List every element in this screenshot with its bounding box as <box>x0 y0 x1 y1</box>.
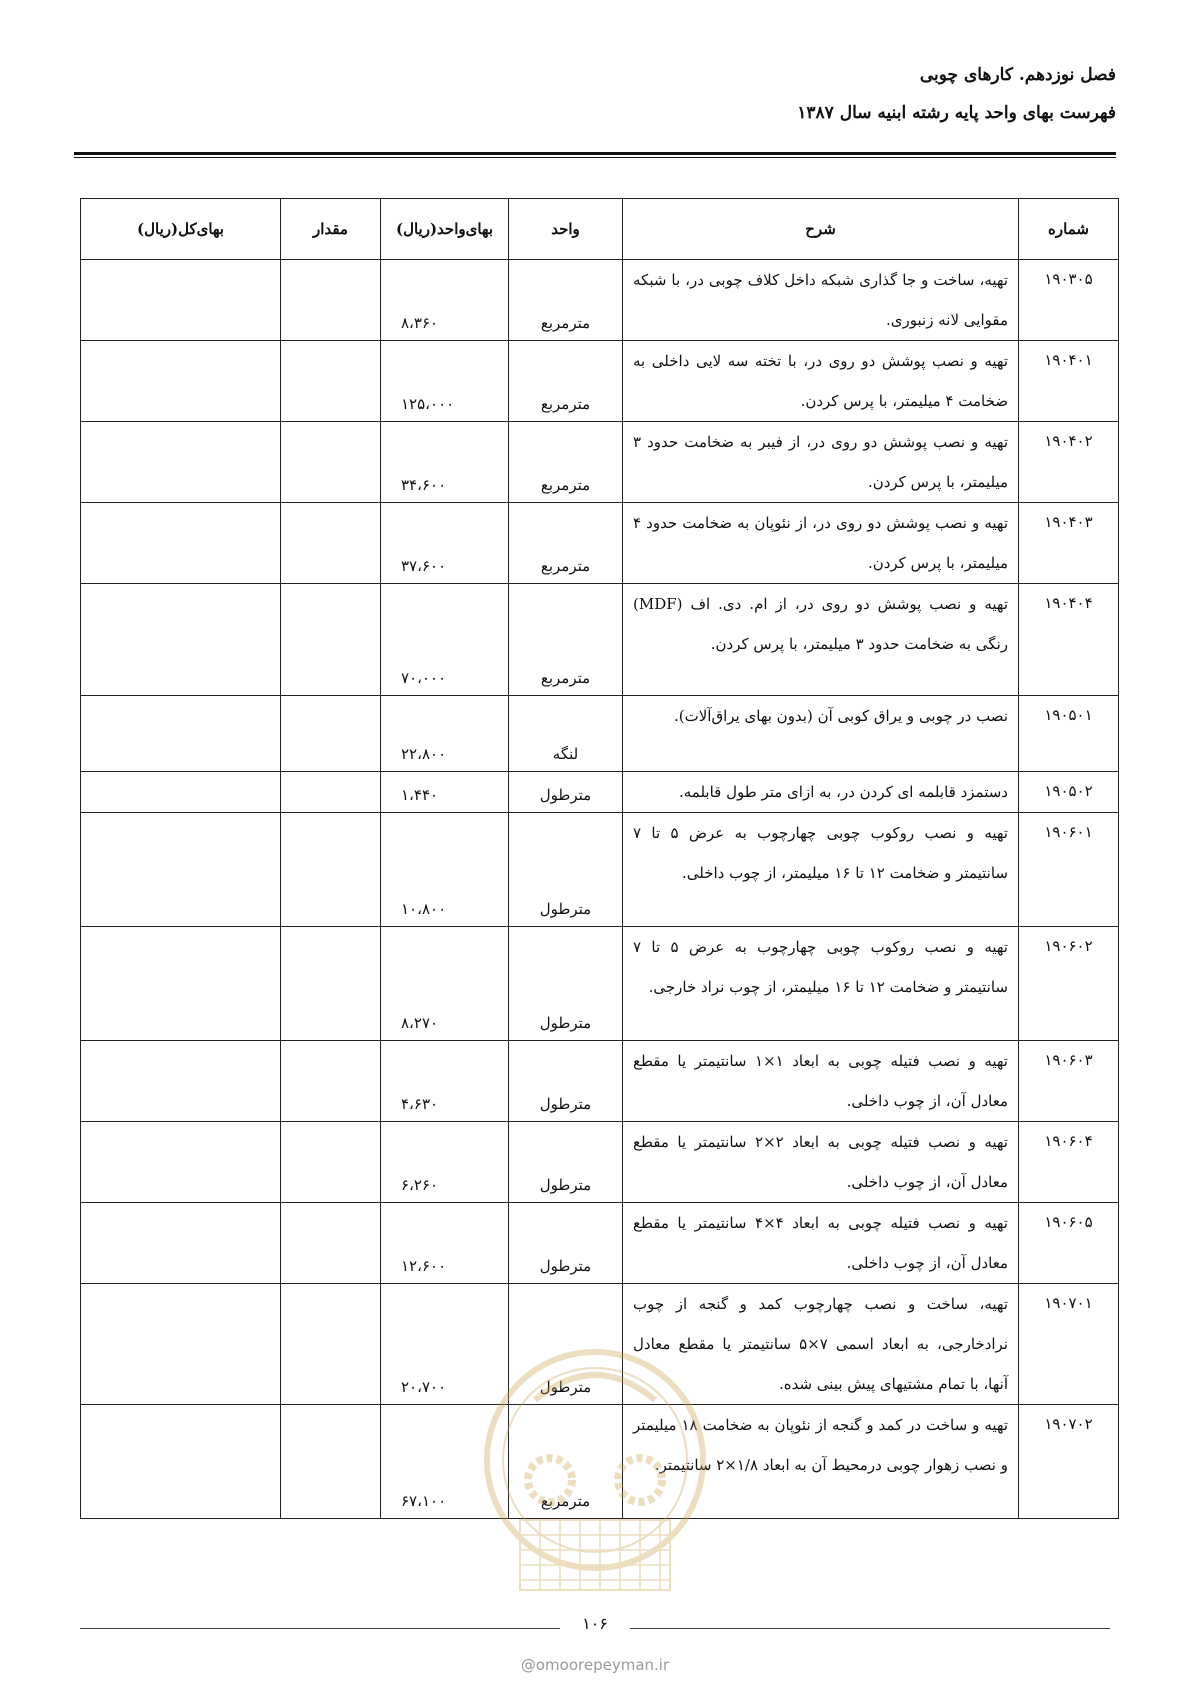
row-unit: مترطول <box>509 1203 623 1284</box>
row-quantity <box>281 1122 381 1203</box>
row-number: ۱۹۰۶۰۳ <box>1019 1041 1119 1122</box>
row-total-price <box>81 422 281 503</box>
row-unit-price: ۲۰،۷۰۰ <box>381 1284 509 1405</box>
row-number: ۱۹۰۶۰۴ <box>1019 1122 1119 1203</box>
table-header-row <box>81 199 1119 260</box>
row-number: ۱۹۰۶۰۲ <box>1019 927 1119 1041</box>
row-description: تهیه و نصب فتیله چوبی به ابعاد ۲×۲ سانتیمتر یا مقطع معادل آن، از چوب داخلی. <box>623 1122 1019 1203</box>
row-total-price <box>81 503 281 584</box>
table-row <box>81 696 1119 772</box>
row-unit-price: ۱۲،۶۰۰ <box>381 1203 509 1284</box>
row-unit-price: ۳۷،۶۰۰ <box>381 503 509 584</box>
row-total-price <box>81 1405 281 1519</box>
row-total-price <box>81 1284 281 1405</box>
row-total-price <box>81 1122 281 1203</box>
row-quantity <box>281 341 381 422</box>
row-number: ۱۹۰۴۰۱ <box>1019 341 1119 422</box>
column-header-unit: واحد <box>509 199 623 260</box>
row-quantity <box>281 422 381 503</box>
row-description: تهیه و نصب پوشش دو روی در، از نئوپان به ضخامت حدود ۴ میلیمتر، با پرس کردن. <box>623 503 1019 584</box>
row-unit-price: ۱۲۵،۰۰۰ <box>381 341 509 422</box>
row-quantity <box>281 1041 381 1122</box>
table-row <box>81 1284 1119 1405</box>
row-number: ۱۹۰۷۰۲ <box>1019 1405 1119 1519</box>
table-row <box>81 1122 1119 1203</box>
column-header-unit-price: بهای‌واحد(ریال) <box>381 199 509 260</box>
row-description: تهیه و نصب روکوب چوبی چهارچوب به عرض ۵ تا ۷ سانتیمتر و ضخامت ۱۲ تا ۱۶ میلیمتر، از چوب داخلی. <box>623 813 1019 927</box>
row-total-price <box>81 927 281 1041</box>
row-unit-price: ۴،۶۳۰ <box>381 1041 509 1122</box>
row-description: تهیه و نصب فتیله چوبی به ابعاد ۴×۴ سانتیمتر یا مقطع معادل آن، از چوب داخلی. <box>623 1203 1019 1284</box>
row-number: ۱۹۰۶۰۱ <box>1019 813 1119 927</box>
table-row <box>81 584 1119 696</box>
row-quantity <box>281 927 381 1041</box>
table-row <box>81 341 1119 422</box>
watermark-url: @omoorepeyman.ir <box>520 1656 670 1674</box>
row-number: ۱۹۰۵۰۲ <box>1019 772 1119 813</box>
row-description: تهیه و نصب فتیله چوبی به ابعاد ۱×۱ سانتیمتر یا مقطع معادل آن، از چوب داخلی. <box>623 1041 1019 1122</box>
table-row <box>81 422 1119 503</box>
row-quantity <box>281 1203 381 1284</box>
page-header <box>74 62 1116 126</box>
row-total-price <box>81 813 281 927</box>
row-description: تهیه و نصب پوشش دو روی در، با تخته سه لایی داخلی به ضخامت ۴ میلیمتر، با پرس کردن. <box>623 341 1019 422</box>
column-header-description: شرح <box>623 199 1019 260</box>
row-quantity <box>281 260 381 341</box>
row-unit-price: ۶،۲۶۰ <box>381 1122 509 1203</box>
row-number: ۱۹۰۴۰۳ <box>1019 503 1119 584</box>
row-number: ۱۹۰۶۰۵ <box>1019 1203 1119 1284</box>
row-quantity <box>281 696 381 772</box>
row-unit-price: ۸،۲۷۰ <box>381 927 509 1041</box>
table-row <box>81 927 1119 1041</box>
row-unit-price: ۲۲،۸۰۰ <box>381 696 509 772</box>
row-quantity <box>281 1284 381 1405</box>
row-unit: مترمربع <box>509 341 623 422</box>
row-unit: لنگه <box>509 696 623 772</box>
row-unit: مترمربع <box>509 422 623 503</box>
row-quantity <box>281 772 381 813</box>
row-total-price <box>81 772 281 813</box>
price-table <box>80 198 1119 1519</box>
row-quantity <box>281 1405 381 1519</box>
row-description: تهیه، ساخت و نصب چهارچوب کمد و گنجه از چوب نرادخارجی، به ابعاد اسمی ۷×۵ سانتیمتر یا مقطع معادل آنها، با تمام مشتیهای پیش بینی شده. <box>623 1284 1019 1405</box>
row-description: تهیه و نصب پوشش دو روی در، از فیبر به ضخامت حدود ۳ میلیمتر، با پرس کردن. <box>623 422 1019 503</box>
row-unit: مترمربع <box>509 584 623 696</box>
row-number: ۱۹۰۷۰۱ <box>1019 1284 1119 1405</box>
row-description: تهیه و نصب پوشش دو روی در، از ام. دی. اف (MDF) رنگی به ضخامت حدود ۳ میلیمتر، با پرس کردن. <box>623 584 1019 696</box>
row-number: ۱۹۰۴۰۴ <box>1019 584 1119 696</box>
row-quantity <box>281 503 381 584</box>
row-quantity <box>281 584 381 696</box>
row-quantity <box>281 813 381 927</box>
row-unit: مترطول <box>509 1041 623 1122</box>
row-unit: مترطول <box>509 813 623 927</box>
column-header-total-price: بهای‌کل(ریال) <box>81 199 281 260</box>
row-unit: مترطول <box>509 772 623 813</box>
table-row <box>81 772 1119 813</box>
row-total-price <box>81 584 281 696</box>
table-row <box>81 813 1119 927</box>
row-number: ۱۹۰۴۰۲ <box>1019 422 1119 503</box>
column-header-quantity: مقدار <box>281 199 381 260</box>
row-description: تهیه و نصب روکوب چوبی چهارچوب به عرض ۵ تا ۷ سانتیمتر و ضخامت ۱۲ تا ۱۶ میلیمتر، از چوب نراد خارجی. <box>623 927 1019 1041</box>
row-unit-price: ۷۰،۰۰۰ <box>381 584 509 696</box>
row-unit-price: ۶۷،۱۰۰ <box>381 1405 509 1519</box>
row-unit: مترمربع <box>509 260 623 341</box>
table-row <box>81 1203 1119 1284</box>
column-header-number: شماره <box>1019 199 1119 260</box>
row-unit: مترطول <box>509 1284 623 1405</box>
document-subtitle: فهرست بهای واحد پایه رشته ابنیه سال ۱۳۸۷ <box>797 103 1116 123</box>
table-row <box>81 503 1119 584</box>
row-unit: مترمربع <box>509 1405 623 1519</box>
table-row <box>81 1405 1119 1519</box>
row-total-price <box>81 341 281 422</box>
row-unit: مترطول <box>509 927 623 1041</box>
row-description: نصب در چوبی و یراق کوبی آن (بدون بهای یراق‌آلات). <box>623 696 1019 772</box>
row-number: ۱۹۰۳۰۵ <box>1019 260 1119 341</box>
row-unit-price: ۳۴،۶۰۰ <box>381 422 509 503</box>
header-rule-thin <box>74 157 1116 158</box>
header-rule-thick <box>74 152 1116 155</box>
row-description: تهیه و ساخت در کمد و گنجه از نئوپان به ضخامت ۱۸ میلیمتر و نصب زهوار چوبی درمحیط آن به ابعاد ۱/۸×۲ سانتیمتر. <box>623 1405 1019 1519</box>
row-total-price <box>81 696 281 772</box>
row-unit-price: ۸،۳۶۰ <box>381 260 509 341</box>
row-total-price <box>81 1203 281 1284</box>
row-total-price <box>81 1041 281 1122</box>
row-unit-price: ۱،۴۴۰ <box>381 772 509 813</box>
row-number: ۱۹۰۵۰۱ <box>1019 696 1119 772</box>
row-unit-price: ۱۰،۸۰۰ <box>381 813 509 927</box>
page-number: ۱۰۶ <box>560 1614 630 1633</box>
row-unit: مترطول <box>509 1122 623 1203</box>
row-description: تهیه، ساخت و جا گذاری شبکه داخل کلاف چوبی در، با شبکه مقوایی لانه زنبوری. <box>623 260 1019 341</box>
chapter-title: فصل نوزدهم. کارهای چوبی <box>919 65 1116 85</box>
table-row <box>81 260 1119 341</box>
table-row <box>81 1041 1119 1122</box>
row-unit: مترمربع <box>509 503 623 584</box>
row-description: دستمزد قابلمه ای کردن در، به ازای متر طول قابلمه. <box>623 772 1019 813</box>
row-total-price <box>81 260 281 341</box>
